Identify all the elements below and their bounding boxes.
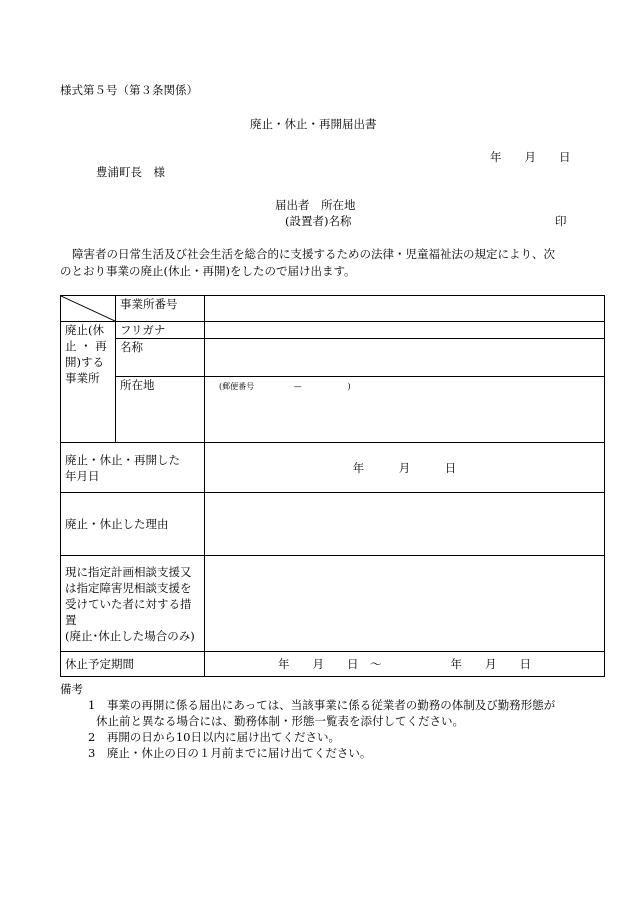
- address-label: 所在地: [116, 377, 205, 443]
- office-number-label: 事業所番号: [116, 296, 205, 322]
- diagonal-header-cell: [61, 296, 116, 322]
- postal-close: ): [347, 382, 351, 391]
- measures-field[interactable]: [205, 556, 605, 652]
- furigana-label: フリガナ: [116, 322, 205, 339]
- notes-heading: 備考: [60, 682, 83, 696]
- name-label: 名称: [116, 339, 205, 377]
- note-item-3: 3 廃止・休止の日の１月前までに届け出てください。: [88, 746, 372, 760]
- measures-label: 現に指定計画相談支援又 は指定障害児相談支援を 受けていた者に対する措 置 (廃止･休止した場合のみ): [61, 556, 205, 652]
- intro-text-line-2: のとおり事業の廃止(休止・再開)をしたので届け出ます。: [60, 264, 356, 278]
- date-label: 廃止・休止・再開した 年月日: [61, 443, 205, 493]
- date-line: 年 月 日: [490, 150, 571, 164]
- date-field[interactable]: 年 月 日: [205, 443, 605, 493]
- applicant-name-label: (設置者)名称: [285, 214, 352, 228]
- seal-mark: 印: [555, 214, 567, 228]
- reason-field[interactable]: [205, 493, 605, 556]
- note-item-1-continued: 休止前と異なる場合には、勤務体制・形態一覧表を添付してください。: [96, 714, 464, 728]
- applicant-address-label: 届出者 所在地: [275, 198, 356, 212]
- reason-label: 廃止・休止した理由: [61, 493, 205, 556]
- office-number-field[interactable]: [205, 296, 605, 322]
- postal-open: (郵便番号: [219, 382, 255, 391]
- form-number: 様式第５号（第３条関係）: [60, 83, 198, 97]
- postal-dash: —: [293, 382, 302, 391]
- furigana-field[interactable]: [205, 322, 605, 339]
- addressee: 豊浦町長 様: [96, 165, 165, 179]
- period-label: 休止予定期間: [61, 652, 205, 677]
- note-item-1: 1 事業の再開に係る届出にあっては、当該事業に係る従業者の勤務の体制及び勤務形態が: [88, 698, 556, 712]
- period-field[interactable]: 年 月 日 ～ 年 月 日: [205, 652, 605, 677]
- notification-form-table: [60, 295, 605, 677]
- intro-text-line-1: 障害者の日常生活及び社会生活を総合的に支援するための法律・児童福祉法の規定により、次: [72, 247, 555, 261]
- name-field[interactable]: [205, 339, 605, 377]
- section-label: 廃止(休 止 ・ 再 開)する 事業所: [61, 322, 116, 443]
- address-field[interactable]: [205, 377, 605, 443]
- note-item-2: 2 再開の日から10日以内に届け出てください。: [88, 730, 340, 744]
- document-title: 廃止・休止・再開届出書: [250, 117, 377, 131]
